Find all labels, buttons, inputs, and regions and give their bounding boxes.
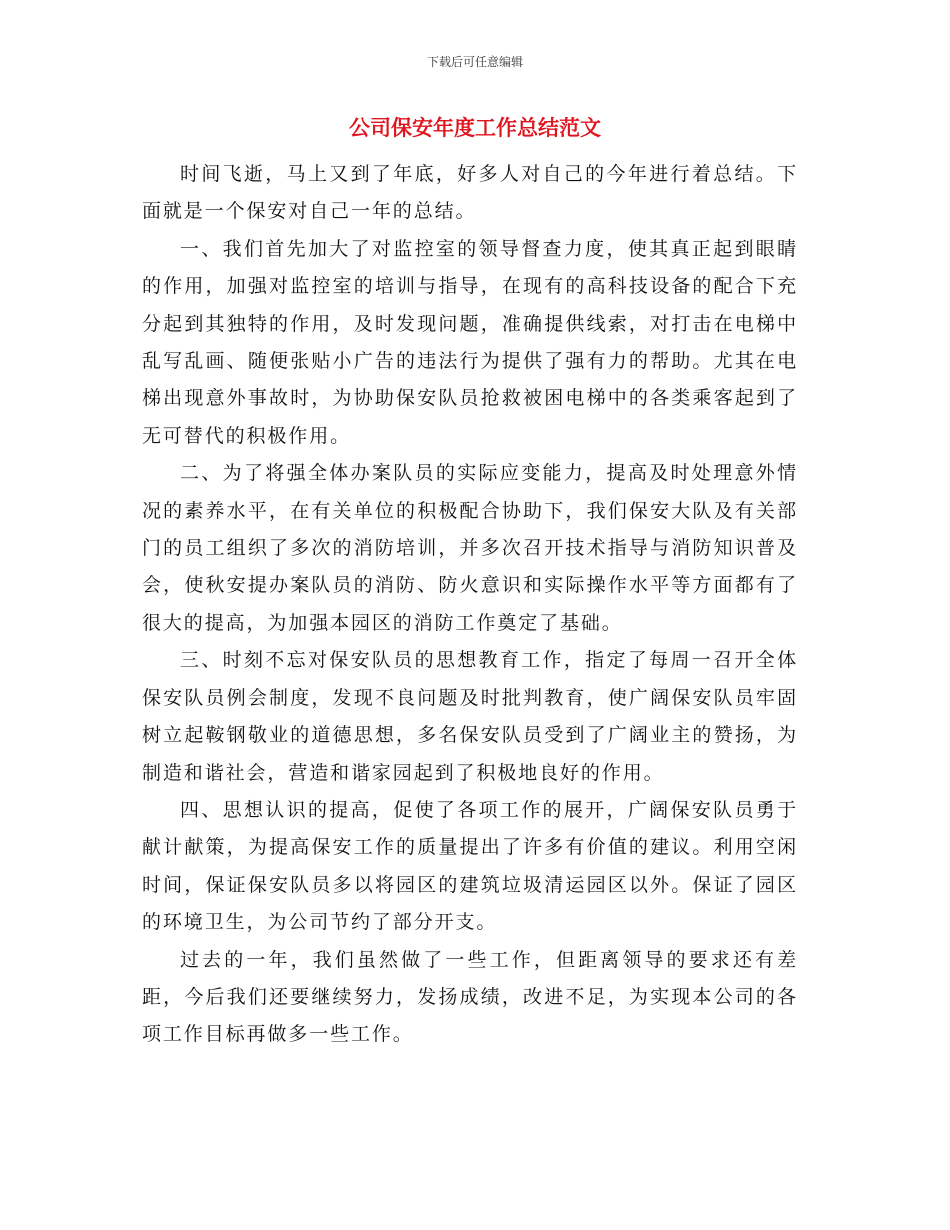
paragraph-section-4: 四、思想认识的提高，促使了各项工作的展开，广阔保安队员勇于献计献策，为提高保安工作的质量提出了许多有价值的建议。利用空闲时间，保证保安队员多以将园区的建筑垃圾清运园区以外。保证了园区的环境卫生，为公司节约了部分开支。: [142, 798, 798, 934]
page-header-note: 下载后可任意编辑: [426, 55, 523, 69]
paragraph-section-3: 三、时刻不忘对保安队员的思想教育工作，指定了每周一召开全体保安队员例会制度，发现不良问题及时批判教育，使广阔保安队员牢固树立起鞍钢敬业的道德思想，多名保安队员受到了广阔业主的赞扬，为制造和谐社会，营造和谐家园起到了积极地良好的作用。: [142, 649, 798, 784]
paragraph-section-2: 二、为了将强全体办案队员的实际应变能力，提高及时处理意外情况的素养水平，在有关单位的积极配合协助下，我们保安大队及有关部门的员工组织了多次的消防培训，并多次召开技术指导与消防知识普及会，使秋安提办案队员的消防、防火意识和实际操作水平等方面都有了很大的提高，为加强本园区的消防工作奠定了基础。: [142, 462, 798, 634]
paragraph-intro: 时间飞逝，马上又到了年底，好多人对自己的今年进行着总结。下面就是一个保安对自己一年的总结。: [142, 163, 798, 223]
paragraph-section-1: 一、我们首先加大了对监控室的领导督查力度，使其真正起到眼睛的作用，加强对监控室的培训与指导，在现有的高科技设备的配合下充分起到其独特的作用，及时发现问题，准确提供线索，对打击在电梯中乱写乱画、随便张贴小广告的违法行为提供了强有力的帮助。尤其在电梯出现意外事故时，为协助保安队员抢救被困电梯中的各类乘客起到了无可替代的积极作用。: [142, 237, 798, 447]
document-title: 公司保安年度工作总结范文: [349, 116, 601, 140]
document-body: [142, 156, 798, 1054]
paragraph-conclusion: 过去的一年，我们虽然做了一些工作，但距离领导的要求还有差距，今后我们还要继续努力，发扬成绩，改进不足，为实现本公司的各项工作目标再做多一些工作。: [142, 948, 798, 1046]
